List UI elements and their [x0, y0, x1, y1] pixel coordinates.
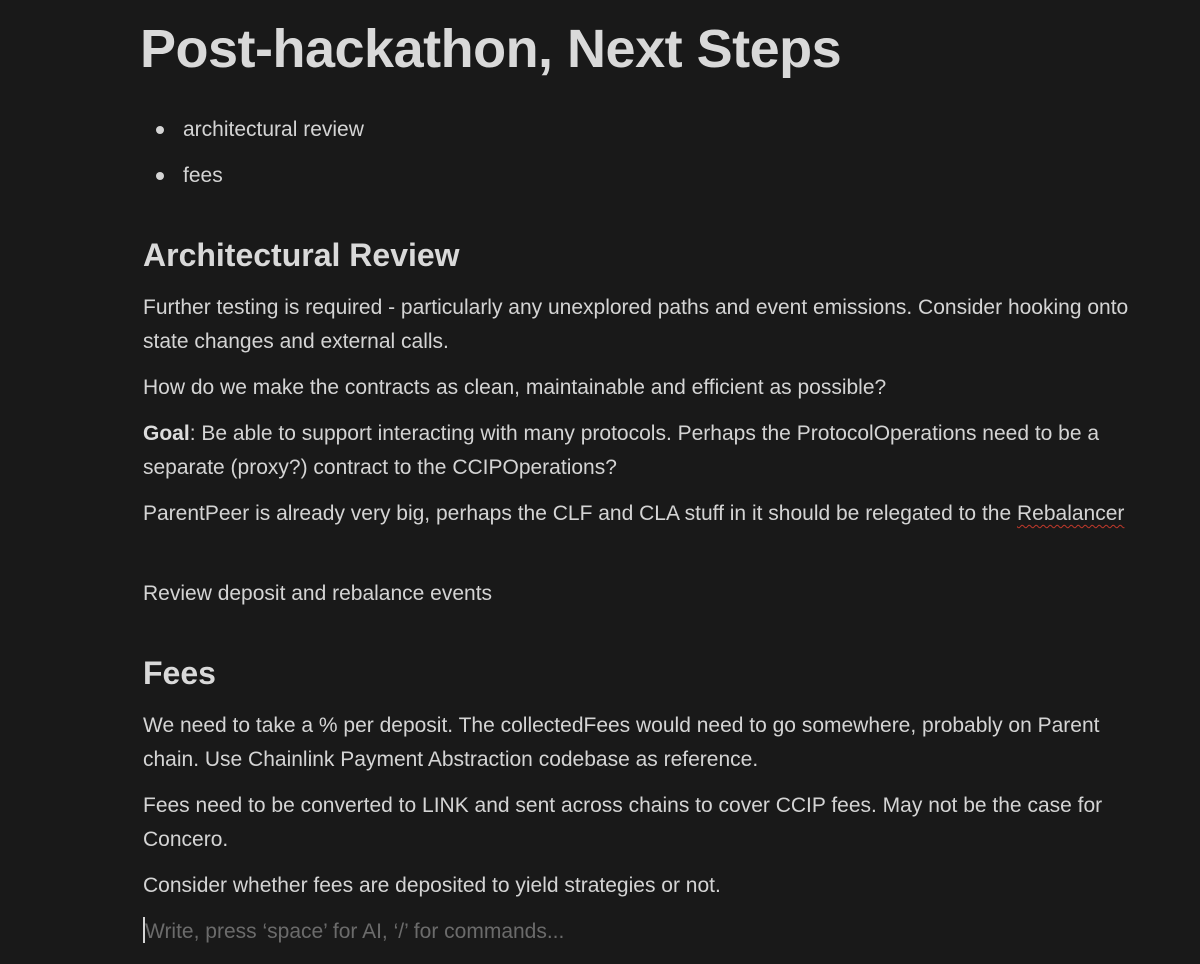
- paragraph-fee-conversion[interactable]: Fees need to be converted to LINK and sent across chains to cover CCIP fees. May not be the case for Concero.: [143, 794, 1103, 851]
- goal-text: : Be able to support interacting with many protocols. Perhaps the ProtocolOperations need to be a separate (proxy?) contract to the CCIPOperations?: [143, 422, 1100, 479]
- paragraph-parentpeer[interactable]: [143, 497, 1143, 531]
- page-title[interactable]: Post-hackathon, Next Steps: [140, 19, 842, 79]
- parentpeer-text: ParentPeer is already very big, perhaps the CLF and CLA stuff in it should be relegated to the: [143, 502, 1017, 525]
- bullet-item-architectural-review[interactable]: [143, 112, 364, 158]
- spellcheck-word[interactable]: Rebalancer: [1016, 502, 1125, 525]
- editor-placeholder: Write, press ‘space’ for AI, ‘/’ for commands...: [145, 920, 565, 943]
- goal-label: Goal: [143, 422, 190, 445]
- empty-block-input[interactable]: [143, 915, 564, 949]
- paragraph-goal[interactable]: [143, 417, 1143, 485]
- paragraph-fee-per-deposit[interactable]: We need to take a % per deposit. The collectedFees would need to go somewhere, probably on Parent chain. Use Chainlink Payment Abstraction codebase as reference.: [143, 714, 1100, 771]
- bullet-dot-icon: [156, 126, 164, 134]
- paragraph-clean-contracts[interactable]: How do we make the contracts as clean, maintainable and efficient as possible?: [143, 376, 887, 399]
- bullet-label: fees: [183, 164, 223, 187]
- paragraph-review-events[interactable]: Review deposit and rebalance events: [143, 582, 493, 605]
- heading-fees[interactable]: Fees: [143, 655, 216, 691]
- paragraph-testing[interactable]: Further testing is required - particularly any unexplored paths and event emissions. Consider hooking onto state changes and external calls.: [143, 296, 1129, 353]
- bullet-list: [143, 112, 364, 204]
- bullet-item-fees[interactable]: [143, 158, 364, 204]
- paragraph-yield-strategies[interactable]: Consider whether fees are deposited to yield strategies or not.: [143, 874, 721, 897]
- bullet-label: architectural review: [183, 118, 364, 141]
- heading-architectural-review[interactable]: Architectural Review: [143, 237, 460, 273]
- bullet-dot-icon: [156, 172, 164, 180]
